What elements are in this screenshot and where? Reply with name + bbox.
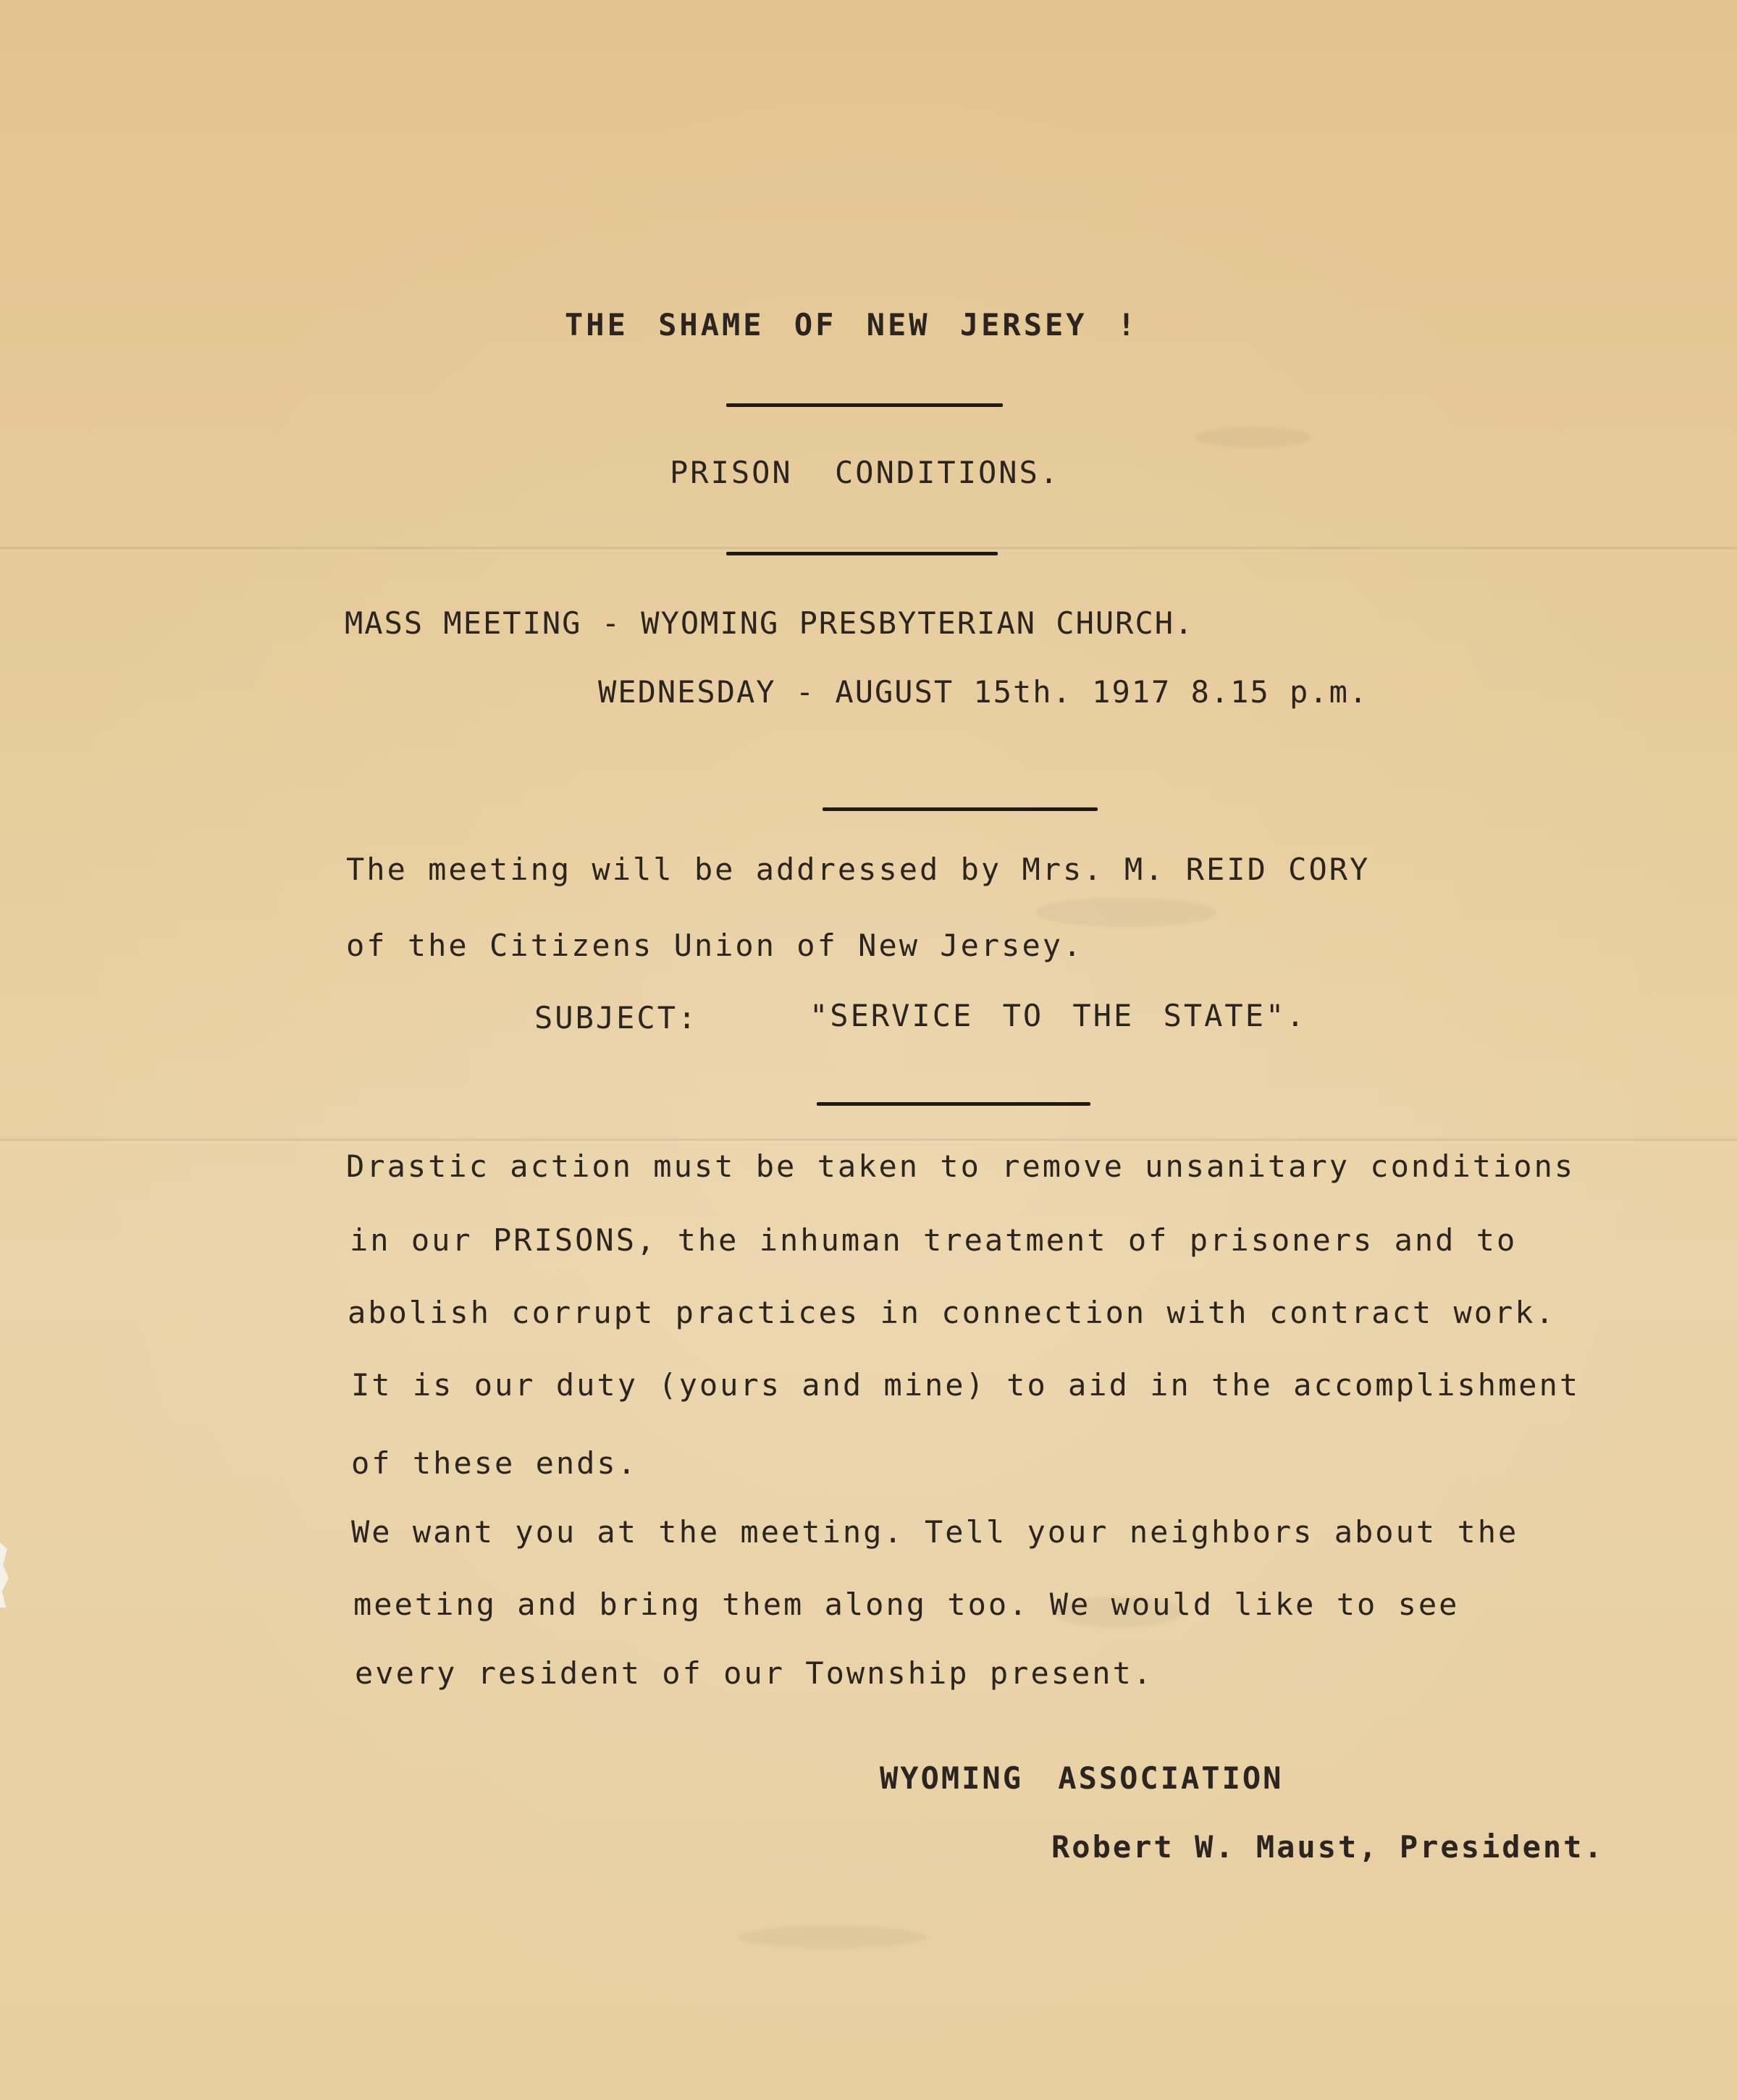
subject-label: SUBJECT: [534,1000,699,1036]
separator-rule [823,807,1098,811]
subject-title: "SERVICE TO THE STATE". [809,998,1307,1033]
paper-smudge [1035,898,1216,927]
body-line: We want you at the meeting. Tell your neighbors about the [351,1514,1519,1550]
association-name: WYOMING ASSOCIATION [880,1760,1284,1796]
body-line: It is our duty (yours and mine) to aid in the accomplishment [351,1367,1581,1403]
separator-rule [817,1102,1090,1106]
speaker-organization-line: of the Citizens Union of New Jersey. [346,928,1084,963]
meeting-location-line: MASS MEETING - WYOMING PRESBYTERIAN CHURCH. [345,605,1195,641]
separator-rule [726,403,1003,407]
separator-rule [726,552,998,555]
torn-edge-mark [0,1542,10,1608]
body-line: of these ends. [351,1445,639,1481]
document-title: THE SHAME OF NEW JERSEY ! [565,307,1139,343]
body-line: every resident of our Township present. [355,1655,1154,1691]
paper-smudge [1195,427,1311,448]
paper-smudge [739,1926,927,1948]
paper-fold-upper [0,547,1737,550]
body-line: meeting and bring them along too. We would like to see [353,1587,1460,1622]
body-line: Drastic action must be taken to remove unsanitary conditions [346,1148,1576,1184]
body-line: in our PRISONS, the inhuman treatment of prisoners and to [350,1222,1518,1258]
paper-fold-lower [0,1138,1737,1141]
body-line: abolish corrupt practices in connection with contract work. [348,1295,1556,1330]
signatory-line: Robert W. Maust, President. [1051,1829,1604,1865]
document-subheading: PRISON CONDITIONS. [670,455,1061,490]
meeting-date-line: WEDNESDAY - AUGUST 15th. 1917 8.15 p.m. [598,674,1369,710]
speaker-line: The meeting will be addressed by Mrs. M. REID CORY [346,852,1371,887]
